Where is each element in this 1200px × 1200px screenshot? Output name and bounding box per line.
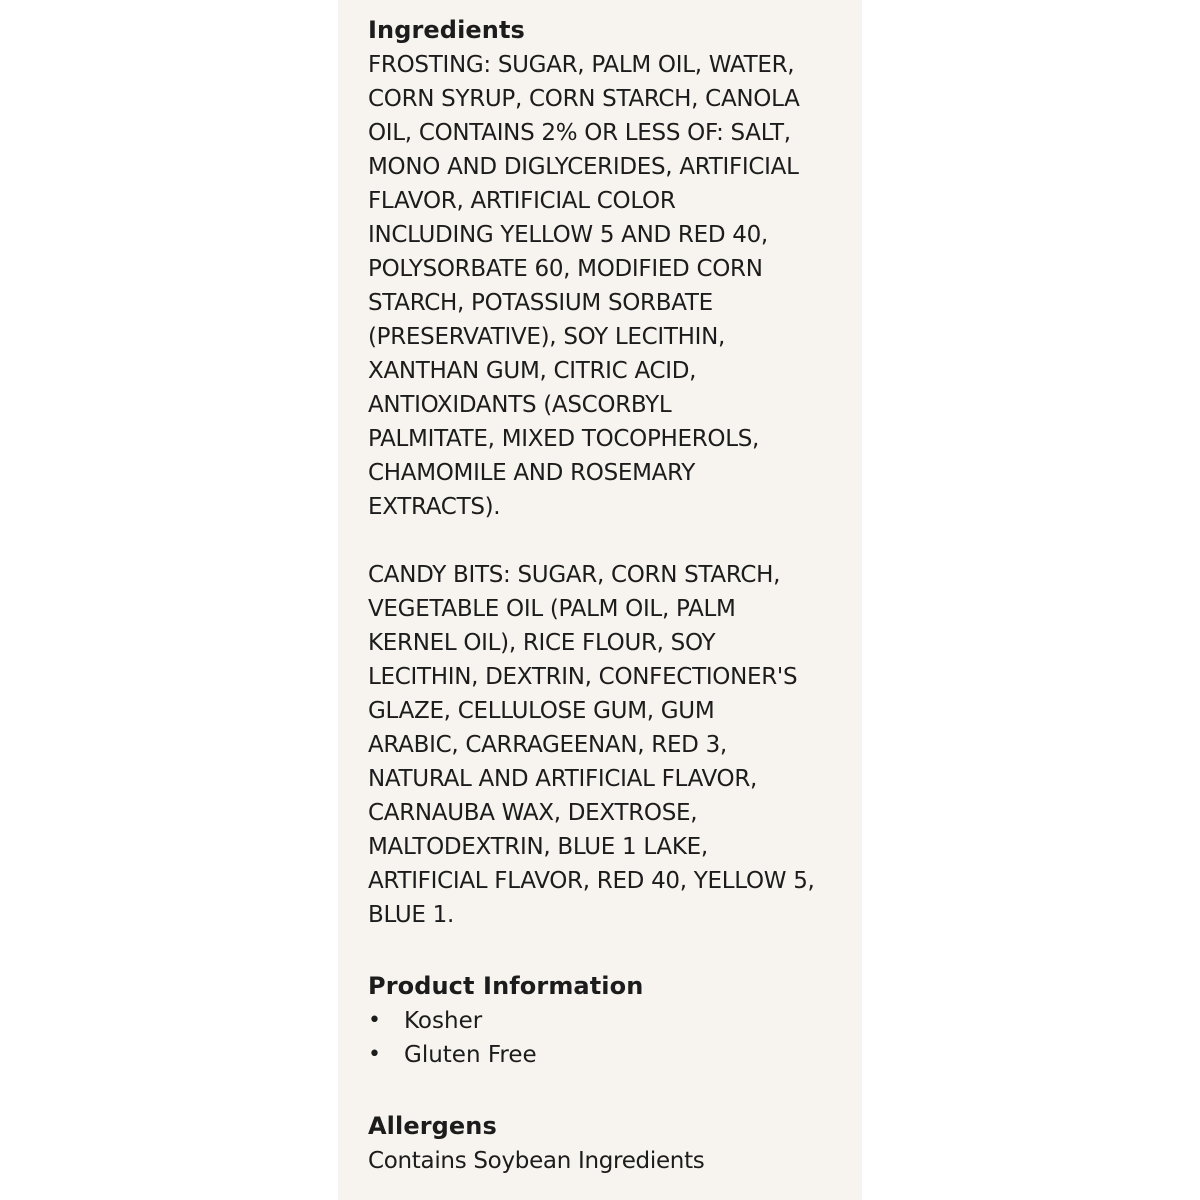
list-item-label: Kosher (404, 1008, 483, 1034)
product-information-heading: Product Information (368, 972, 644, 1000)
list-item (368, 1004, 862, 1038)
section-spacer (368, 932, 862, 968)
paragraph-spacer (368, 524, 862, 558)
list-item-label: Gluten Free (404, 1042, 537, 1068)
product-details-panel (338, 0, 862, 1200)
list-item (368, 1038, 862, 1072)
ingredients-heading: Ingredients (368, 16, 525, 44)
frosting-ingredients-text: FROSTING: SUGAR, PALM OIL, WATER, CORN SYRUP, CORN STARCH, CANOLA OIL, CONTAINS 2% OR LESS OF: SALT, MONO AND DIGLYCERIDES, ARTIFICIAL FLAVOR, ARTIFICIAL COLOR INCLUDING YELLOW 5 AND RED 40, POLYSORBATE 60, MODIFIED CORN STARCH, POTASSIUM SORBATE (PRESERVATIVE), SOY LECITHIN, XANTHAN GUM, CITRIC ACID, ANTIOXIDANTS (ASCORBYL PALMITATE, MIXED TOCOPHEROLS, CHAMOMILE AND ROSEMARY EXTRACTS). (368, 52, 800, 520)
allergens-text: Contains Soybean Ingredients (368, 1148, 705, 1174)
allergens-heading: Allergens (368, 1112, 497, 1140)
bullet-icon: • (368, 1008, 381, 1033)
section-spacer (368, 1072, 862, 1108)
bullet-icon: • (368, 1042, 381, 1067)
candy-bits-ingredients-text: CANDY BITS: SUGAR, CORN STARCH, VEGETABLE OIL (PALM OIL, PALM KERNEL OIL), RICE FLOUR, SOY LECITHIN, DEXTRIN, CONFECTIONER'S GLAZE, CELLULOSE GUM, GUM ARABIC, CARRAGEENAN, RED 3, NATURAL AND ARTIFICIAL FLAVOR, CARNAUBA WAX, DEXTROSE, MALTODEXTRIN, BLUE 1 LAKE, ARTIFICIAL FLAVOR, RED 40, YELLOW 5, BLUE 1. (368, 562, 815, 928)
product-information-list (368, 1004, 862, 1072)
